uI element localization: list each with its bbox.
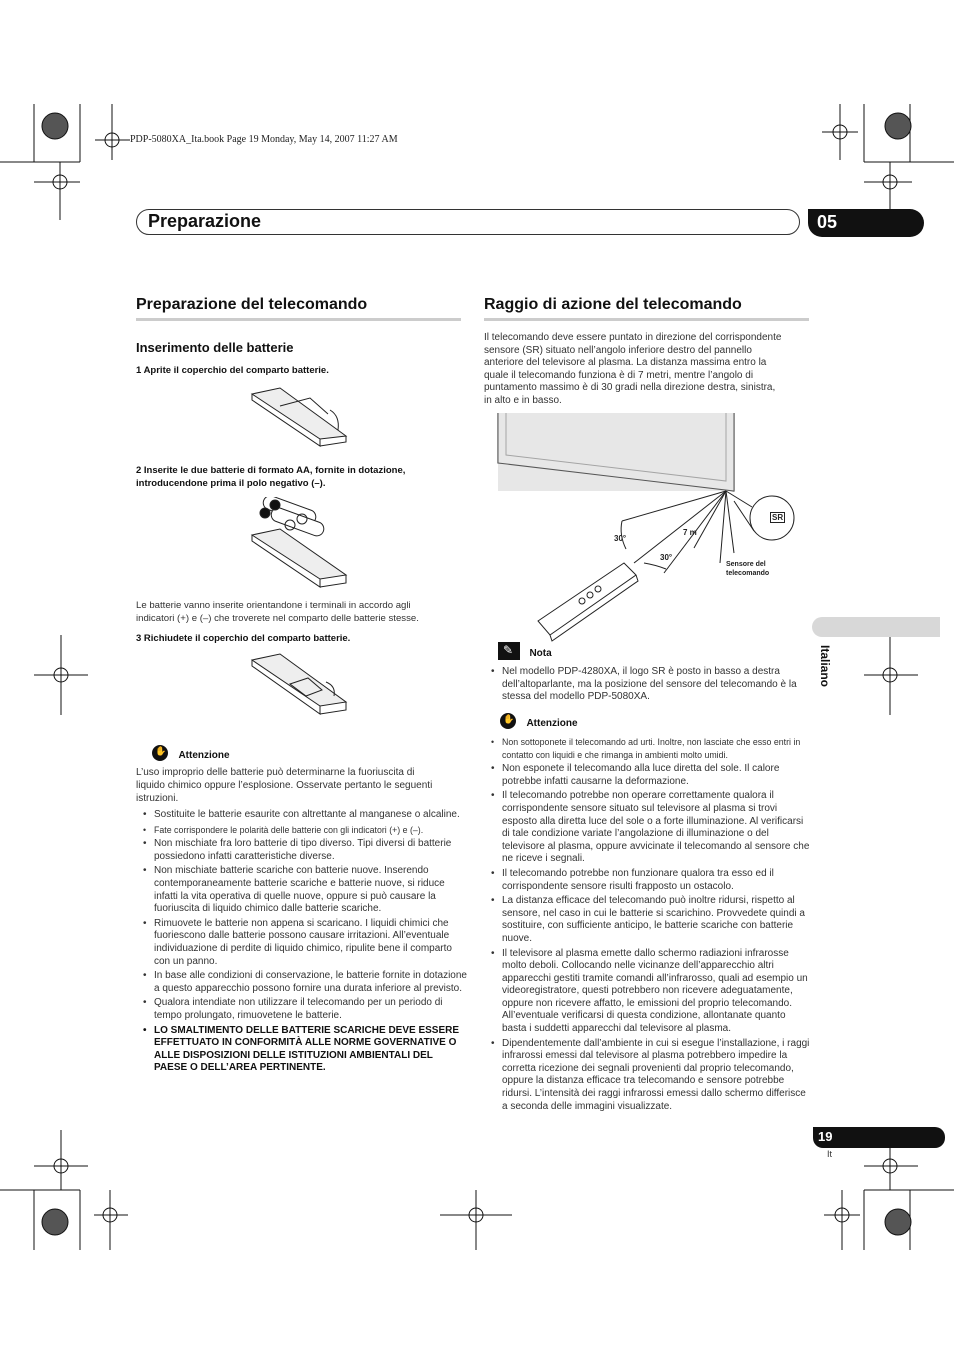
left-caution-text-3: istruzioni. [136, 793, 179, 804]
list-item: • Il televisore al plasma emette dallo schermo radiazioni infrarosse molto deboli. Collocando nelle vicinanze dell’apparecchio altri apparecchi gestiti tramite comandi all’infrarosso, quali ad esempio un videoregistratore, questi potrebbero non ricevere adeguatamente, oppure non ricevere affatto, le emissioni del proprio telecomando. All’eventuale verificarsi di questa condizione, allontanate quanto basta i suddetti apparecchi dal televisore al plasma. [485, 948, 812, 1036]
left-heading: Preparazione del telecomando [136, 296, 368, 313]
range-diagram [494, 413, 814, 648]
sensor-label-line1: Sensore del [726, 561, 766, 568]
caution-hand-icon [500, 713, 516, 729]
right-caution-list [485, 736, 812, 1115]
list-item: • Non sottoponete il telecomando ad urti. Inoltre, non lasciate che esso entri in contatto con liquidi e che rimanga in ambienti molto umidi. [485, 736, 812, 761]
list-item: • Fate corrispondere le polarità delle batterie con gli indicatori (+) e (–). [137, 824, 467, 837]
angle-top-label: 30° [614, 534, 627, 543]
list-item: • Non esponete il telecomando alla luce diretta del sole. Il calore potrebbe infatti causarne la deformazione. [485, 763, 812, 788]
list-item: • LO SMALTIMENTO DELLE BATTERIE SCARICHE DEVE ESSERE EFFETTUATO IN CONFORMITÀ ALLE NORME GOVERNATIVE O ALLE DISPOSIZIONI DELLE ISTITUZIONI AMBIENTALI DEL PAESE O DELL’AREA PERTINENTE. [137, 1025, 467, 1075]
right-caution-label: Attenzione [526, 718, 578, 729]
sensor-label [726, 560, 769, 578]
list-item: • In base alle condizioni di conservazione, le batterie fornite in dotazione a questo apparecchio possono fornire una durata inferiore al previsto. [137, 970, 467, 995]
list-item: • Il telecomando potrebbe non operare correttamente qualora il corrispondente sensore situato sul televisore al plasma si trovi esposto alla diretta luce del sole o a forte illuminazione. Al verificarsi di tale condizione variate l’angolazione di illuminazione o del televisore al plasma, oppure avvicinate il telecomando al sensore che ne riceve i segnali. [485, 790, 812, 866]
left-caution-label: Attenzione [178, 750, 230, 761]
right-heading-rule [484, 318, 809, 321]
angle-bottom-label: 30° [660, 553, 673, 562]
language-tab [812, 617, 940, 637]
language-label: Italiano [818, 645, 832, 688]
intro-line: quale il telecomando funziona è di 7 metri, mentre l’angolo di [484, 369, 754, 381]
right-heading: Raggio di azione del telecomando [484, 296, 742, 313]
distance-label: 7 m [683, 528, 697, 537]
step-2-line2: introducendone prima il polo negativo (–). [136, 478, 326, 489]
remote-close-cover-illustration [250, 650, 350, 722]
list-item: • Qualora intendiate non utilizzare il telecomando per un periodo di tempo prolungato, rimuovetene le batterie. [137, 997, 467, 1022]
battery-orientation-line1: Le batterie vanno inserite orientandone i terminali in accordo agli [136, 600, 411, 611]
battery-insert-illustration [250, 497, 350, 592]
sr-logo: SR [772, 513, 784, 522]
list-item: • Non mischiate batterie scariche con batterie nuove. Inserendo contemporaneamente batterie scariche e batterie nuove, si riduce infatti la vita operativa di quelle nuove, oppure si può causare la fuoriuscita di liquido chimico dalle batterie scariche. [137, 865, 467, 915]
list-item: • Dipendentemente dall’ambiente in cui si esegue l’installazione, i raggi infrarossi emessi dal televisore al plasma potrebbero impedire la corretta ricezione dei segnali provenienti dal proprio telecomando, oppure la distanza efficace tra telecomando e sensore potrebbe ridursi. L’intensità dei raggi infrarossi emessi dallo schermo differisce a seconda delle immagini visualizzate. [485, 1038, 812, 1114]
intro-line: puntamento massimo è di 30 gradi nella direzione destra, sinistra, [484, 382, 776, 394]
intro-line: Il telecomando deve essere puntato in direzione del corrispondente [484, 332, 782, 343]
intro-line: anteriore del televisore al plasma. La distanza massima entro la [484, 357, 767, 369]
left-subheading: Inserimento delle batterie [136, 340, 294, 355]
right-intro [484, 332, 814, 408]
chapter-badge [808, 209, 924, 237]
note-header [498, 642, 552, 665]
right-caution-header [500, 713, 578, 734]
list-item: • Nel modello PDP-4280XA, il logo SR è posto in basso a destra dell’altoparlante, ma la posizione del sensore del telecomando è la stessa del modello PDP-5080XA. [485, 666, 810, 704]
note-pencil-icon [498, 642, 520, 660]
list-item: • Il telecomando potrebbe non funzionare qualora tra esso ed il corrispondente sensore risulti frapposto un ostacolo. [485, 868, 812, 893]
list-item: • Non mischiate fra loro batterie di tipo diverso. Tipi diversi di batterie possiedono infatti caratteristiche diverse. [137, 838, 467, 863]
left-caution-text-2: liquido chimico oppure l’esplosione. Osservate pertanto le seguenti [136, 780, 433, 791]
left-caution-list [137, 809, 467, 1077]
page-lang-code: It [827, 1149, 833, 1159]
sensor-label-line2: telecomando [726, 570, 770, 577]
note-label: Nota [529, 648, 552, 659]
print-info: PDP-5080XA_Ita.book Page 19 Monday, May 14, 2007 11:27 AM [130, 134, 398, 145]
intro-line: sensore (SR) situato nell’angolo inferiore destro del pannello [484, 344, 752, 356]
list-item: • Sostituite le batterie esaurite con altrettante al manganese o alcaline. [137, 809, 467, 822]
intro-line: in alto e in basso. [484, 394, 562, 406]
page-number-bar [813, 1127, 945, 1148]
caution-hand-icon [152, 745, 168, 761]
left-heading-rule [136, 318, 461, 321]
step-2-line1: 2 Inserite le due batterie di formato AA, fornite in dotazione, [136, 465, 406, 476]
page-number: 19 [818, 1129, 833, 1144]
left-caution-text-1: L’uso improprio delle batterie può determinarne la fuoriuscita di [136, 767, 415, 778]
left-caution-header [152, 745, 230, 766]
battery-orientation-line2: indicatori (+) e (–) che troverete nel comparto delle batterie stesse. [136, 613, 419, 624]
list-item: • La distanza efficace del telecomando può inoltre ridursi, rispetto al sensore, nel caso in cui le batterie si scarichino. Provvedete quindi a sostituire, con sufficiente anticipo, le batterie scariche con batterie nuove. [485, 895, 812, 945]
list-item: • Rimuovete le batterie non appena si scaricano. I liquidi chimici che fuoriescono dalle batterie possono causare irritazioni. All’eventuale individuazione di perdite di liquido chimico, ripulite bene il comparto con un panno. [137, 918, 467, 968]
remote-open-cover-illustration [250, 384, 350, 452]
note-list [485, 666, 810, 706]
step-1: 1 Aprite il coperchio del comparto batterie. [136, 365, 329, 376]
page-title: Preparazione [148, 211, 262, 231]
step-3: 3 Richiudete il coperchio del comparto batterie. [136, 633, 351, 644]
chapter-number: 05 [817, 212, 838, 232]
